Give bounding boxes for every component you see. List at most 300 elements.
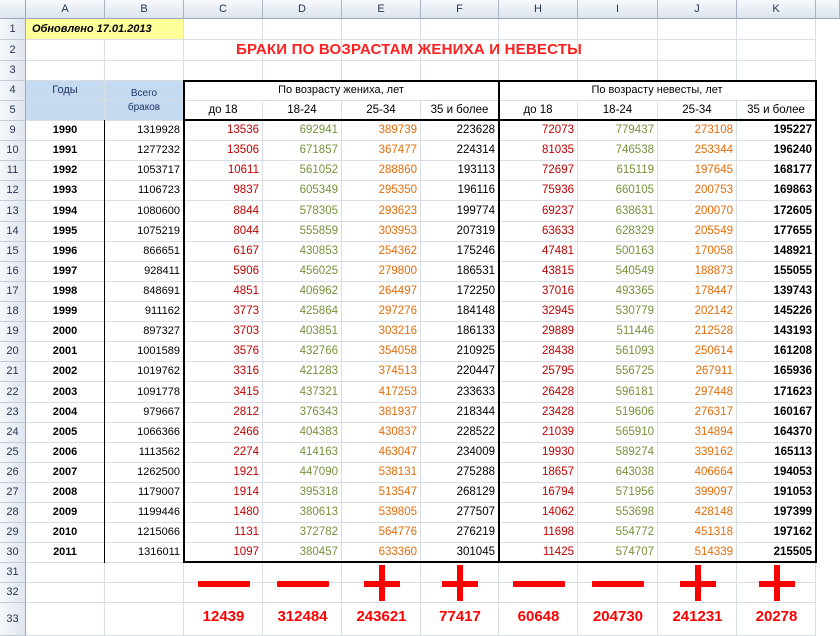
total-marriages-cell[interactable]: 1075219 [105, 222, 184, 242]
empty-cell[interactable] [263, 563, 342, 583]
value-cell[interactable]: 148921 [737, 242, 816, 262]
value-cell[interactable]: 564776 [342, 523, 421, 543]
value-cell[interactable]: 11425 [499, 543, 578, 563]
value-cell[interactable]: 554772 [578, 523, 658, 543]
year-cell[interactable]: 1999 [26, 302, 105, 322]
value-cell[interactable]: 279800 [342, 262, 421, 282]
value-cell[interactable]: 380613 [263, 503, 342, 523]
total-marriages-cell[interactable]: 928411 [105, 262, 184, 282]
empty-cell[interactable] [578, 19, 658, 40]
value-cell[interactable]: 5906 [184, 262, 263, 282]
empty-cell[interactable] [26, 40, 105, 61]
empty-cell[interactable] [737, 19, 816, 40]
value-cell[interactable]: 403851 [263, 322, 342, 342]
value-cell[interactable]: 277507 [421, 503, 499, 523]
row-header-31[interactable]: 31 [0, 563, 26, 583]
row-header-20[interactable]: 20 [0, 342, 26, 362]
value-cell[interactable]: 10611 [184, 161, 263, 181]
year-cell[interactable]: 2006 [26, 443, 105, 463]
value-cell[interactable]: 372782 [263, 523, 342, 543]
value-cell[interactable]: 437321 [263, 382, 342, 403]
column-header-c[interactable]: C [184, 0, 263, 19]
total-marriages-cell[interactable]: 1319928 [105, 121, 184, 141]
value-cell[interactable]: 275288 [421, 463, 499, 483]
empty-cell[interactable] [105, 563, 184, 583]
year-cell[interactable]: 1997 [26, 262, 105, 282]
total-marriages-cell[interactable]: 897327 [105, 322, 184, 342]
row-header-29[interactable]: 29 [0, 523, 26, 543]
header-age-groom-3[interactable]: 35 и более [421, 101, 499, 121]
value-cell[interactable]: 605349 [263, 181, 342, 201]
value-cell[interactable]: 414163 [263, 443, 342, 463]
value-cell[interactable]: 539805 [342, 503, 421, 523]
value-cell[interactable]: 26428 [499, 382, 578, 403]
value-cell[interactable]: 207319 [421, 222, 499, 242]
column-header-h[interactable]: H [499, 0, 578, 19]
empty-cell[interactable] [342, 61, 421, 81]
year-cell[interactable]: 1998 [26, 282, 105, 302]
value-cell[interactable]: 81035 [499, 141, 578, 161]
value-cell[interactable]: 47481 [499, 242, 578, 262]
value-cell[interactable]: 177655 [737, 222, 816, 242]
value-cell[interactable]: 4851 [184, 282, 263, 302]
value-cell[interactable]: 13536 [184, 121, 263, 141]
value-cell[interactable]: 660105 [578, 181, 658, 201]
row-header-19[interactable]: 19 [0, 322, 26, 342]
value-cell[interactable]: 615119 [578, 161, 658, 181]
row-header-5[interactable]: 5 [0, 101, 26, 121]
empty-cell[interactable] [578, 563, 658, 583]
year-cell[interactable]: 2001 [26, 342, 105, 362]
value-cell[interactable]: 199774 [421, 201, 499, 222]
header-years-filler[interactable] [26, 101, 105, 121]
total-marriages-cell[interactable]: 1262500 [105, 463, 184, 483]
column-header-j[interactable]: J [658, 0, 737, 19]
value-cell[interactable]: 170058 [658, 242, 737, 262]
value-cell[interactable]: 314894 [658, 423, 737, 443]
value-cell[interactable]: 139743 [737, 282, 816, 302]
value-cell[interactable]: 556725 [578, 362, 658, 382]
value-cell[interactable]: 18657 [499, 463, 578, 483]
value-cell[interactable]: 295350 [342, 181, 421, 201]
value-cell[interactable]: 571956 [578, 483, 658, 503]
value-cell[interactable]: 197162 [737, 523, 816, 543]
value-cell[interactable]: 145226 [737, 302, 816, 322]
value-cell[interactable]: 1914 [184, 483, 263, 503]
value-cell[interactable]: 425864 [263, 302, 342, 322]
value-cell[interactable]: 511446 [578, 322, 658, 342]
total-marriages-cell[interactable]: 1106723 [105, 181, 184, 201]
total-marriages-cell[interactable]: 1113562 [105, 443, 184, 463]
empty-cell[interactable] [499, 61, 578, 81]
year-cell[interactable]: 2000 [26, 322, 105, 342]
header-total-line1[interactable]: Всего [105, 81, 184, 101]
row-header-27[interactable]: 27 [0, 483, 26, 503]
empty-cell[interactable] [737, 61, 816, 81]
value-cell[interactable]: 11698 [499, 523, 578, 543]
empty-cell[interactable] [578, 40, 658, 61]
value-cell[interactable]: 193113 [421, 161, 499, 181]
value-cell[interactable]: 530779 [578, 302, 658, 322]
total-marriages-cell[interactable]: 1080600 [105, 201, 184, 222]
empty-cell[interactable] [105, 583, 184, 603]
row-header-24[interactable]: 24 [0, 423, 26, 443]
total-marriages-cell[interactable]: 979667 [105, 403, 184, 423]
value-cell[interactable]: 513547 [342, 483, 421, 503]
empty-cell[interactable] [26, 603, 105, 636]
row-header-26[interactable]: 26 [0, 463, 26, 483]
empty-cell[interactable] [499, 563, 578, 583]
value-cell[interactable]: 253344 [658, 141, 737, 161]
empty-cell[interactable] [26, 583, 105, 603]
row-header-23[interactable]: 23 [0, 403, 26, 423]
value-cell[interactable]: 228522 [421, 423, 499, 443]
value-cell[interactable]: 161208 [737, 342, 816, 362]
value-cell[interactable]: 200753 [658, 181, 737, 201]
value-cell[interactable]: 165113 [737, 443, 816, 463]
column-header-e[interactable]: E [342, 0, 421, 19]
value-cell[interactable]: 168177 [737, 161, 816, 181]
year-cell[interactable]: 2003 [26, 382, 105, 403]
value-cell[interactable]: 184148 [421, 302, 499, 322]
empty-cell[interactable] [184, 19, 263, 40]
row-header-21[interactable]: 21 [0, 362, 26, 382]
value-cell[interactable]: 186531 [421, 262, 499, 282]
value-cell[interactable]: 2812 [184, 403, 263, 423]
empty-cell[interactable] [658, 61, 737, 81]
year-cell[interactable]: 2002 [26, 362, 105, 382]
row-header-32[interactable]: 32 [0, 583, 26, 603]
value-cell[interactable]: 273108 [658, 121, 737, 141]
empty-cell[interactable] [105, 61, 184, 81]
year-cell[interactable]: 1990 [26, 121, 105, 141]
row-header-17[interactable]: 17 [0, 282, 26, 302]
empty-cell[interactable] [421, 61, 499, 81]
column-header-d[interactable]: D [263, 0, 342, 19]
year-cell[interactable]: 1993 [26, 181, 105, 201]
header-age-bride-3[interactable]: 35 и более [737, 101, 816, 121]
value-cell[interactable]: 172605 [737, 201, 816, 222]
header-groom-group[interactable]: По возрасту жениха, лет [184, 81, 499, 101]
row-header-16[interactable]: 16 [0, 262, 26, 282]
value-cell[interactable]: 303953 [342, 222, 421, 242]
empty-cell[interactable] [263, 19, 342, 40]
value-cell[interactable]: 223628 [421, 121, 499, 141]
value-cell[interactable]: 746538 [578, 141, 658, 161]
empty-cell[interactable] [658, 40, 737, 61]
value-cell[interactable]: 643038 [578, 463, 658, 483]
value-cell[interactable]: 2466 [184, 423, 263, 443]
value-cell[interactable]: 234009 [421, 443, 499, 463]
value-cell[interactable]: 3773 [184, 302, 263, 322]
value-cell[interactable]: 303216 [342, 322, 421, 342]
value-cell[interactable]: 267911 [658, 362, 737, 382]
row-header-22[interactable]: 22 [0, 382, 26, 403]
row-header-33[interactable]: 33 [0, 603, 26, 636]
year-cell[interactable]: 2009 [26, 503, 105, 523]
value-cell[interactable]: 196240 [737, 141, 816, 161]
value-cell[interactable]: 171623 [737, 382, 816, 403]
value-cell[interactable]: 293623 [342, 201, 421, 222]
value-cell[interactable]: 165936 [737, 362, 816, 382]
value-cell[interactable]: 671857 [263, 141, 342, 161]
total-marriages-cell[interactable]: 1001589 [105, 342, 184, 362]
year-cell[interactable]: 2007 [26, 463, 105, 483]
select-all-corner[interactable] [0, 0, 26, 19]
empty-cell[interactable] [26, 61, 105, 81]
row-header-14[interactable]: 14 [0, 222, 26, 242]
value-cell[interactable]: 197645 [658, 161, 737, 181]
value-cell[interactable]: 276219 [421, 523, 499, 543]
value-cell[interactable]: 633360 [342, 543, 421, 563]
value-cell[interactable]: 195227 [737, 121, 816, 141]
value-cell[interactable]: 143193 [737, 322, 816, 342]
value-cell[interactable]: 197399 [737, 503, 816, 523]
value-cell[interactable]: 220447 [421, 362, 499, 382]
value-cell[interactable]: 196116 [421, 181, 499, 201]
value-cell[interactable]: 14062 [499, 503, 578, 523]
total-marriages-cell[interactable]: 866651 [105, 242, 184, 262]
value-cell[interactable]: 404383 [263, 423, 342, 443]
column-header-k[interactable]: K [737, 0, 816, 19]
year-cell[interactable]: 1994 [26, 201, 105, 222]
value-cell[interactable]: 406664 [658, 463, 737, 483]
empty-cell[interactable] [499, 19, 578, 40]
value-cell[interactable]: 188873 [658, 262, 737, 282]
value-cell[interactable]: 301045 [421, 543, 499, 563]
empty-cell[interactable] [105, 40, 184, 61]
year-cell[interactable]: 1991 [26, 141, 105, 161]
value-cell[interactable]: 596181 [578, 382, 658, 403]
value-cell[interactable]: 628329 [578, 222, 658, 242]
header-total-line2[interactable]: браков [105, 101, 184, 121]
row-header-2[interactable]: 2 [0, 40, 26, 61]
value-cell[interactable]: 210925 [421, 342, 499, 362]
header-age-groom-0[interactable]: до 18 [184, 101, 263, 121]
value-cell[interactable]: 1131 [184, 523, 263, 543]
value-cell[interactable]: 297276 [342, 302, 421, 322]
value-cell[interactable]: 212528 [658, 322, 737, 342]
empty-cell[interactable] [578, 61, 658, 81]
column-header-i[interactable]: I [578, 0, 658, 19]
value-cell[interactable]: 374513 [342, 362, 421, 382]
row-header-15[interactable]: 15 [0, 242, 26, 262]
value-cell[interactable]: 72073 [499, 121, 578, 141]
year-cell[interactable]: 1995 [26, 222, 105, 242]
row-header-28[interactable]: 28 [0, 503, 26, 523]
value-cell[interactable]: 389739 [342, 121, 421, 141]
value-cell[interactable]: 380457 [263, 543, 342, 563]
value-cell[interactable]: 3316 [184, 362, 263, 382]
value-cell[interactable]: 21039 [499, 423, 578, 443]
row-header-11[interactable]: 11 [0, 161, 26, 181]
value-cell[interactable]: 194053 [737, 463, 816, 483]
row-header-4[interactable]: 4 [0, 81, 26, 101]
value-cell[interactable]: 565910 [578, 423, 658, 443]
header-age-bride-0[interactable]: до 18 [499, 101, 578, 121]
value-cell[interactable]: 6167 [184, 242, 263, 262]
value-cell[interactable]: 692941 [263, 121, 342, 141]
value-cell[interactable]: 178447 [658, 282, 737, 302]
value-cell[interactable]: 16794 [499, 483, 578, 503]
row-header-12[interactable]: 12 [0, 181, 26, 201]
row-header-13[interactable]: 13 [0, 201, 26, 222]
total-marriages-cell[interactable]: 1053717 [105, 161, 184, 181]
value-cell[interactable]: 376343 [263, 403, 342, 423]
column-header-a[interactable]: A [26, 0, 105, 19]
header-age-groom-2[interactable]: 25-34 [342, 101, 421, 121]
value-cell[interactable]: 200070 [658, 201, 737, 222]
value-cell[interactable]: 250614 [658, 342, 737, 362]
empty-cell[interactable] [184, 563, 263, 583]
value-cell[interactable]: 540549 [578, 262, 658, 282]
value-cell[interactable]: 578305 [263, 201, 342, 222]
empty-cell[interactable] [26, 563, 105, 583]
value-cell[interactable]: 519606 [578, 403, 658, 423]
year-cell[interactable]: 2004 [26, 403, 105, 423]
value-cell[interactable]: 8044 [184, 222, 263, 242]
value-cell[interactable]: 561093 [578, 342, 658, 362]
value-cell[interactable]: 218344 [421, 403, 499, 423]
value-cell[interactable]: 186133 [421, 322, 499, 342]
year-cell[interactable]: 1992 [26, 161, 105, 181]
value-cell[interactable]: 276317 [658, 403, 737, 423]
value-cell[interactable]: 430853 [263, 242, 342, 262]
value-cell[interactable]: 233633 [421, 382, 499, 403]
value-cell[interactable]: 268129 [421, 483, 499, 503]
header-years[interactable]: Годы [26, 81, 105, 101]
value-cell[interactable]: 574707 [578, 543, 658, 563]
empty-cell[interactable] [658, 19, 737, 40]
header-age-bride-2[interactable]: 25-34 [658, 101, 737, 121]
value-cell[interactable]: 160167 [737, 403, 816, 423]
value-cell[interactable]: 23428 [499, 403, 578, 423]
column-header-f[interactable]: F [421, 0, 499, 19]
total-marriages-cell[interactable]: 911162 [105, 302, 184, 322]
updated-date-cell[interactable]: Обновлено 17.01.2013 [26, 19, 184, 40]
value-cell[interactable]: 493365 [578, 282, 658, 302]
value-cell[interactable]: 406962 [263, 282, 342, 302]
value-cell[interactable]: 288860 [342, 161, 421, 181]
value-cell[interactable]: 3415 [184, 382, 263, 403]
value-cell[interactable]: 514339 [658, 543, 737, 563]
total-marriages-cell[interactable]: 1277232 [105, 141, 184, 161]
value-cell[interactable]: 1480 [184, 503, 263, 523]
value-cell[interactable]: 72697 [499, 161, 578, 181]
row-header-25[interactable]: 25 [0, 443, 26, 463]
empty-cell[interactable] [184, 61, 263, 81]
value-cell[interactable]: 202142 [658, 302, 737, 322]
total-marriages-cell[interactable]: 1179007 [105, 483, 184, 503]
row-header-10[interactable]: 10 [0, 141, 26, 161]
value-cell[interactable]: 500163 [578, 242, 658, 262]
value-cell[interactable]: 589274 [578, 443, 658, 463]
value-cell[interactable]: 432766 [263, 342, 342, 362]
value-cell[interactable]: 164370 [737, 423, 816, 443]
header-bride-group[interactable]: По возрасту невесты, лет [499, 81, 816, 101]
value-cell[interactable]: 13506 [184, 141, 263, 161]
year-cell[interactable]: 2008 [26, 483, 105, 503]
value-cell[interactable]: 28438 [499, 342, 578, 362]
value-cell[interactable]: 1921 [184, 463, 263, 483]
value-cell[interactable]: 3703 [184, 322, 263, 342]
value-cell[interactable]: 254362 [342, 242, 421, 262]
value-cell[interactable]: 381937 [342, 403, 421, 423]
column-header-overflow[interactable] [816, 0, 840, 19]
total-marriages-cell[interactable]: 1066366 [105, 423, 184, 443]
row-header-30[interactable]: 30 [0, 543, 26, 563]
value-cell[interactable]: 69237 [499, 201, 578, 222]
value-cell[interactable]: 191053 [737, 483, 816, 503]
value-cell[interactable]: 1097 [184, 543, 263, 563]
value-cell[interactable]: 169863 [737, 181, 816, 201]
value-cell[interactable]: 29889 [499, 322, 578, 342]
value-cell[interactable]: 172250 [421, 282, 499, 302]
value-cell[interactable]: 8844 [184, 201, 263, 222]
value-cell[interactable]: 215505 [737, 543, 816, 563]
column-header-b[interactable]: B [105, 0, 184, 19]
value-cell[interactable]: 264497 [342, 282, 421, 302]
total-marriages-cell[interactable]: 1316011 [105, 543, 184, 563]
value-cell[interactable]: 75936 [499, 181, 578, 201]
row-header-9[interactable]: 9 [0, 121, 26, 141]
value-cell[interactable]: 297448 [658, 382, 737, 403]
value-cell[interactable]: 2274 [184, 443, 263, 463]
total-marriages-cell[interactable]: 1019762 [105, 362, 184, 382]
empty-cell[interactable] [737, 40, 816, 61]
value-cell[interactable]: 399097 [658, 483, 737, 503]
value-cell[interactable]: 561052 [263, 161, 342, 181]
value-cell[interactable]: 456025 [263, 262, 342, 282]
row-header-18[interactable]: 18 [0, 302, 26, 322]
value-cell[interactable]: 421283 [263, 362, 342, 382]
total-marriages-cell[interactable]: 1215066 [105, 523, 184, 543]
value-cell[interactable]: 463047 [342, 443, 421, 463]
empty-cell[interactable] [105, 603, 184, 636]
value-cell[interactable]: 553698 [578, 503, 658, 523]
value-cell[interactable]: 451318 [658, 523, 737, 543]
value-cell[interactable]: 417253 [342, 382, 421, 403]
value-cell[interactable]: 224314 [421, 141, 499, 161]
value-cell[interactable]: 395318 [263, 483, 342, 503]
empty-cell[interactable] [421, 19, 499, 40]
value-cell[interactable]: 205549 [658, 222, 737, 242]
value-cell[interactable]: 155055 [737, 262, 816, 282]
year-cell[interactable]: 2005 [26, 423, 105, 443]
value-cell[interactable]: 9837 [184, 181, 263, 201]
year-cell[interactable]: 2011 [26, 543, 105, 563]
value-cell[interactable]: 354058 [342, 342, 421, 362]
year-cell[interactable]: 1996 [26, 242, 105, 262]
empty-cell[interactable] [263, 61, 342, 81]
total-marriages-cell[interactable]: 848691 [105, 282, 184, 302]
value-cell[interactable]: 43815 [499, 262, 578, 282]
value-cell[interactable]: 638631 [578, 201, 658, 222]
value-cell[interactable]: 447090 [263, 463, 342, 483]
value-cell[interactable]: 555859 [263, 222, 342, 242]
row-header-1[interactable]: 1 [0, 19, 26, 40]
header-age-bride-1[interactable]: 18-24 [578, 101, 658, 121]
total-marriages-cell[interactable]: 1091778 [105, 382, 184, 403]
empty-cell[interactable] [342, 19, 421, 40]
value-cell[interactable]: 367477 [342, 141, 421, 161]
value-cell[interactable]: 3576 [184, 342, 263, 362]
total-marriages-cell[interactable]: 1199446 [105, 503, 184, 523]
value-cell[interactable]: 37016 [499, 282, 578, 302]
value-cell[interactable]: 175246 [421, 242, 499, 262]
value-cell[interactable]: 430837 [342, 423, 421, 443]
header-age-groom-1[interactable]: 18-24 [263, 101, 342, 121]
